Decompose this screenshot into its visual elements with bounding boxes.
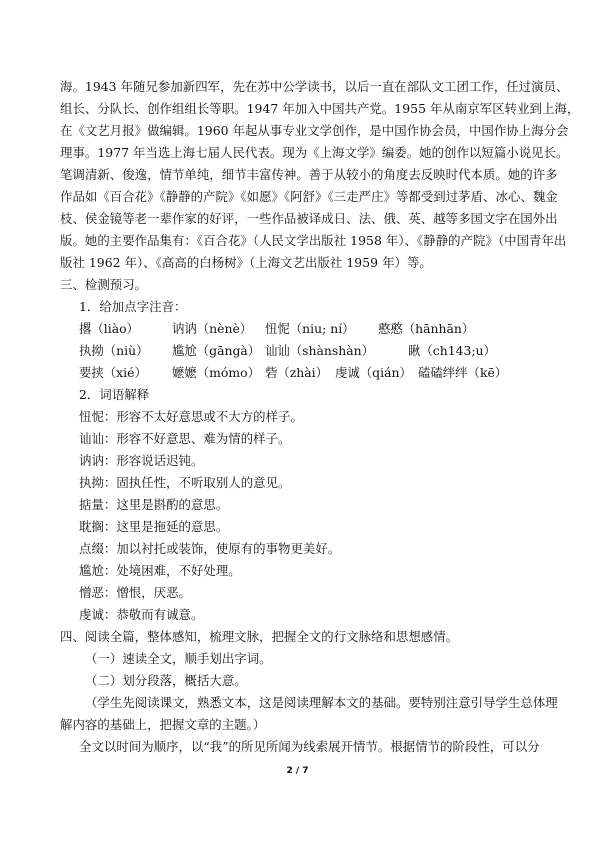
pinyin-item: 嬷嬷（mómo） xyxy=(172,365,260,380)
body-line: 全文以时间为顺序，以“我”的所见所闻为线索展开情节。根据情节的阶段性，可以分 xyxy=(79,739,540,754)
section-heading: 三、检测预习。 xyxy=(60,277,148,292)
pinyin-item: 虔诚（qián） xyxy=(335,365,412,380)
pinyin-item: 讪讪（shànshàn） xyxy=(265,343,374,358)
bio-line: 作品如《百合花》《静静的产院》《如愿》《阿舒》《三走严庄》等都受到过茅盾、冰心、魏金 xyxy=(60,189,558,204)
definition-item: 讪讪：形容不好意思、难为情的样子。 xyxy=(79,431,291,446)
page-number: 2 / 7 xyxy=(286,766,309,776)
definition-item: 点缀：加以衬托或装饰，使原有的事物更美好。 xyxy=(79,541,341,556)
pinyin-item: 讷讷（nènè） xyxy=(172,321,253,336)
definition-item: 虔诚：恭敬而有诚意。 xyxy=(79,607,204,622)
section-heading: 四、阅读全篇，整体感知，梳理文脉，把握全文的行文脉络和思想感情。 xyxy=(60,629,459,644)
definition-item: 憎恶：憎恨，厌恶。 xyxy=(79,585,191,600)
subsection-heading: 2．词语解释 xyxy=(79,387,150,402)
bio-line: 笔调清新、俊逸，情节单纯，细节丰富传神。善于从较小的角度去反映时代本质。她的许多 xyxy=(60,167,558,182)
pinyin-item: 磕磕绊绊（kē） xyxy=(418,365,508,380)
definition-item: 掂量：这里是斟酌的意思。 xyxy=(79,497,229,512)
subsection-heading: 1．给加点字注音： xyxy=(79,299,187,314)
pinyin-item: 砦（zhài） xyxy=(265,365,329,380)
step-item: （一）速读全文，顺手划出字词。 xyxy=(85,651,272,666)
bio-line: 组长、分队长、创作组组长等职。1947 年加入中国共产党。1955 年从南京军区转业到上海， xyxy=(60,101,580,116)
note-line: 解内容的基础上，把握文章的主题。） xyxy=(60,717,266,732)
bio-line: 理事。1977 年当选上海七届人民代表。现为《上海文学》编委。她的创作以短篇小说见长。 xyxy=(60,145,569,160)
pinyin-item: 要挟（xié） xyxy=(79,365,147,380)
pinyin-item: 忸怩（niu; ní） xyxy=(265,321,355,336)
bio-line: 海。1943 年随兄参加新四军，先在苏中公学读书，以后一直在部队文工团工作，任过演员、 xyxy=(60,79,569,94)
note-line: （学生先阅读课文，熟悉文本，这是阅读理解本文的基础。要特别注意引导学生总体理 xyxy=(85,695,558,710)
definition-item: 耽搁：这里是拖延的意思。 xyxy=(79,519,229,534)
definition-item: 忸怩：形容不太好意思或不大方的样子。 xyxy=(79,409,303,424)
pinyin-item: 撂（liào） xyxy=(79,321,139,336)
pinyin-item: 尴尬（gāngà） xyxy=(172,343,261,358)
pinyin-item: 瞅（ch143;u） xyxy=(408,343,496,358)
pinyin-item: 憨憨（hānhān） xyxy=(378,321,475,336)
step-item: （二）划分段落，概括大意。 xyxy=(85,673,247,688)
definition-item: 讷讷：形容说话迟钝。 xyxy=(79,453,204,468)
bio-line: 枝、侯金镜等老一辈作家的好评，一些作品被译成日、法、俄、英、越等多国文字在国外出 xyxy=(60,211,558,226)
bio-line: 版。她的主要作品集有：《百合花》（人民文学出版社 1958 年）、《静静的产院》（中国青年出 xyxy=(60,233,567,248)
bio-line: 版社 1962 年）、《高高的白杨树》（上海文艺出版社 1959 年）等。 xyxy=(60,255,432,270)
definition-item: 尴尬：处境困难，不好处理。 xyxy=(79,563,241,578)
pinyin-item: 执拗（niù） xyxy=(79,343,149,358)
definition-item: 执拗：固执任性，不听取别人的意见。 xyxy=(79,475,291,490)
bio-line: 在《文艺月报》做编辑。1960 年起从事专业文学创作，是中国作协会员，中国作协上海分会 xyxy=(60,123,569,138)
